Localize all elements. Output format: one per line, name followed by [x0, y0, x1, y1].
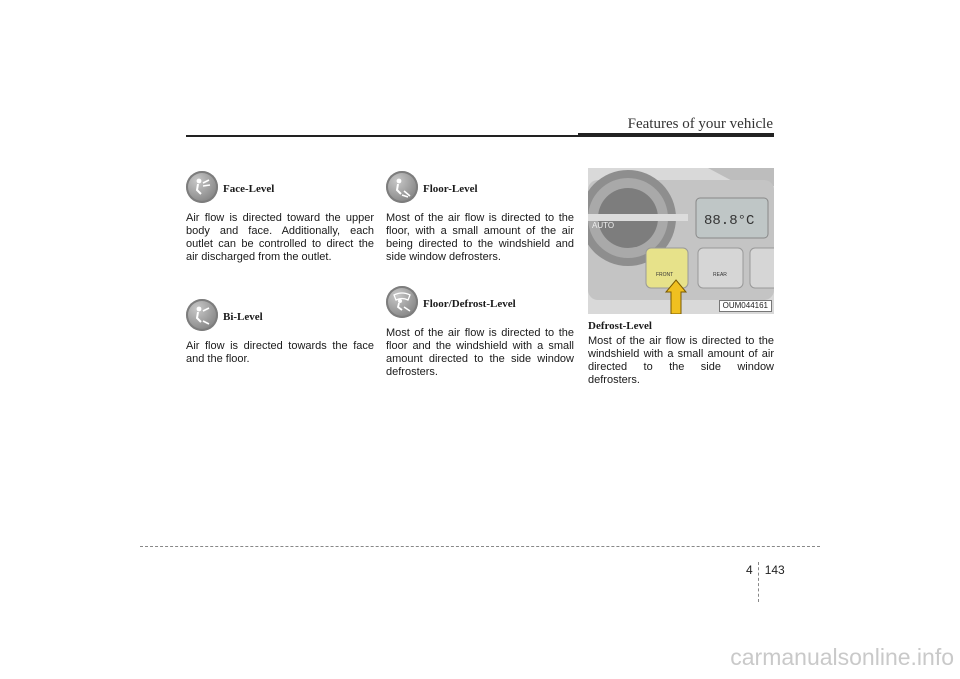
front-defrost-button-label: FRONT [656, 272, 674, 278]
mode-description-defrost: Most of the air flow is directed to the windshield with a small amount of air directed to the side window defrosters. [588, 335, 774, 386]
mode-label-floor-defrost: Floor/Defrost-Level [423, 297, 516, 310]
mode-description-face: Air flow is directed toward the upper body and face. Additionally, each outlet can be controlled to direct the air discharged from the outlet. [186, 212, 374, 263]
floor-level-vent-icon [386, 171, 418, 203]
face-level-vent-icon [186, 171, 218, 203]
mode-floor-level [386, 168, 574, 206]
mode-label-floor: Floor-Level [423, 182, 478, 195]
watermark: carmanualsonline.info [730, 644, 954, 670]
column-left [186, 168, 374, 366]
photo-caption: OUM044161 [719, 300, 772, 312]
mode-label-face: Face-Level [223, 182, 275, 195]
mode-description-floor-defrost: Most of the air flow is directed to the floor and the windshield with a small amount directed to the side window defrosters. [386, 327, 574, 378]
climate-control-photo [588, 168, 774, 314]
bi-level-vent-icon [186, 299, 218, 331]
column-right [588, 168, 774, 387]
mode-description-bi: Air flow is directed towards the face and the floor. [186, 340, 374, 365]
section-number: 4 [746, 563, 753, 577]
mode-bi-level [186, 296, 374, 334]
rear-defrost-button-label: REAR [713, 272, 727, 278]
climate-panel-illustration [588, 168, 774, 314]
mode-face-level [186, 168, 374, 206]
mode-label-bi: Bi-Level [223, 310, 263, 323]
page-separator [758, 562, 760, 602]
column-middle [386, 168, 574, 379]
header-accent-bar [578, 133, 774, 137]
header-title: Features of your vehicle [627, 116, 773, 132]
footer-rule [140, 546, 820, 547]
mode-label-defrost: Defrost-Level [588, 320, 652, 332]
auto-knob-label: AUTO [592, 221, 615, 230]
page-number [746, 550, 785, 590]
page-number-value: 143 [764, 563, 785, 577]
mode-description-floor: Most of the air flow is directed to the floor, with a small amount of the air being directed to the windshield and side window defrosters. [386, 212, 574, 263]
mode-floor-defrost-level [386, 283, 574, 321]
floor-defrost-vent-icon [386, 286, 418, 318]
temperature-display: 88.8°C [704, 213, 755, 229]
